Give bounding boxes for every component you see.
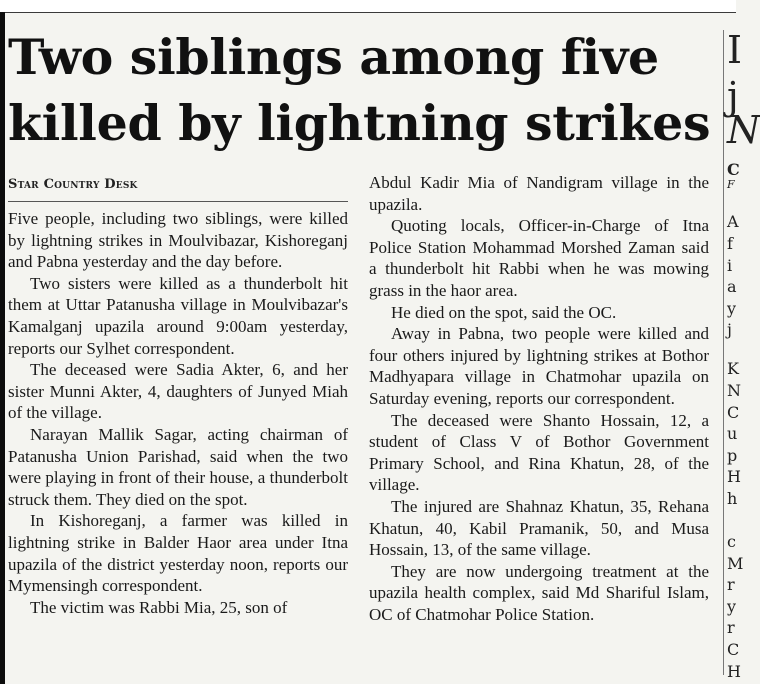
fragment-char: H <box>727 467 741 486</box>
fragment-char: p <box>727 446 738 465</box>
fragment-char: A <box>727 212 739 231</box>
fragment-char: H <box>727 662 741 681</box>
paragraph: They are now undergoing treatment at the upazila health complex, said Md Shariful Islam, OC of Chatmohar Police Station. <box>369 561 709 624</box>
paragraph: Two sisters were killed as a thunderbolt hit them at Uttar Patanusha village in Moulvibazar's Kamalganj upazila around 9:00am yesterday, reports our Sylhet correspondent. <box>8 273 348 358</box>
paragraph: The deceased were Shanto Hossain, 12, a student of Class V of Bothor Government Primary School, and Rina Khatun, 28, of the village. <box>369 410 709 495</box>
fragment-char: C <box>727 160 740 179</box>
fragment-char: i <box>727 256 733 275</box>
adjacent-article-fragment <box>727 26 760 684</box>
paragraph: Abdul Kadir Mia of Nandigram village in the upazila. <box>369 173 709 214</box>
paragraph: The victim was Rabbi Mia, 25, son of <box>30 597 288 617</box>
fragment-char: u <box>727 424 738 443</box>
fragment-char: M <box>727 554 744 573</box>
fragment-char: C <box>727 403 740 422</box>
fragment-char: N <box>727 381 741 400</box>
paragraph: In Kishoreganj, a farmer was killed in lightning strike in Balder Haor area under Itna upazila of the district yesterday noon, reports our Mymensingh correspondent. <box>8 511 348 596</box>
paragraph: The injured are Shahnaz Khatun, 35, Rehana Khatun, 40, Kabil Pramanik, 50, and Musa Hossain, 13, of the same village. <box>369 496 709 560</box>
fragment-char: j <box>727 74 739 118</box>
article-headline: Two siblings among five killed by lightning strikes <box>8 28 711 152</box>
fragment-char: F <box>727 178 735 191</box>
fragment-char: y <box>727 597 737 616</box>
fragment-char: N <box>727 108 760 152</box>
paragraph: Five people, including two siblings, were killed by lightning strikes in Moulvibazar, Kishoreganj and Pabna yesterday and the day before. <box>8 209 348 272</box>
fragment-char: I <box>727 28 743 72</box>
fragment-char: a <box>727 277 737 296</box>
article-column-2 <box>369 172 709 625</box>
page-left-edge <box>0 12 5 684</box>
article-column-1 <box>8 208 348 618</box>
fragment-char: h <box>727 489 738 508</box>
column-divider <box>723 30 724 675</box>
fragment-char: r <box>727 618 735 637</box>
paragraph: Away in Pabna, two people were killed and four others injured by lightning strikes at Bothor Madhyapara village in Chatmohar upazila on Saturday evening, reports our correspondent. <box>369 324 709 408</box>
paragraph: He died on the spot, said the OC. <box>391 302 617 322</box>
fragment-char: y <box>727 299 737 318</box>
paragraph: Narayan Mallik Sagar, acting chairman of Patanusha Union Parishad, said when the two were playing in front of their house, a thunderbolt struck them. They died on the spot. <box>8 424 348 509</box>
fragment-char: c <box>727 532 736 551</box>
fragment-char: K <box>727 359 739 378</box>
fragment-char: C <box>727 640 740 659</box>
page-top-edge <box>0 0 736 13</box>
article-byline: Star Country Desk <box>8 177 138 192</box>
fragment-char: r <box>727 575 735 594</box>
paragraph: The deceased were Sadia Akter, 6, and her sister Munni Akter, 4, daughters of Junyed Miah of the village. <box>8 360 348 423</box>
fragment-char: j <box>727 320 732 339</box>
fragment-char: f <box>727 234 733 253</box>
paragraph: Quoting locals, Officer-in-Charge of Itna Police Station Mohammad Morshed Zaman said a thunderbolt hit Rabbi when he was mowing grass in the haor area. <box>369 216 709 300</box>
byline-rule <box>8 201 348 202</box>
